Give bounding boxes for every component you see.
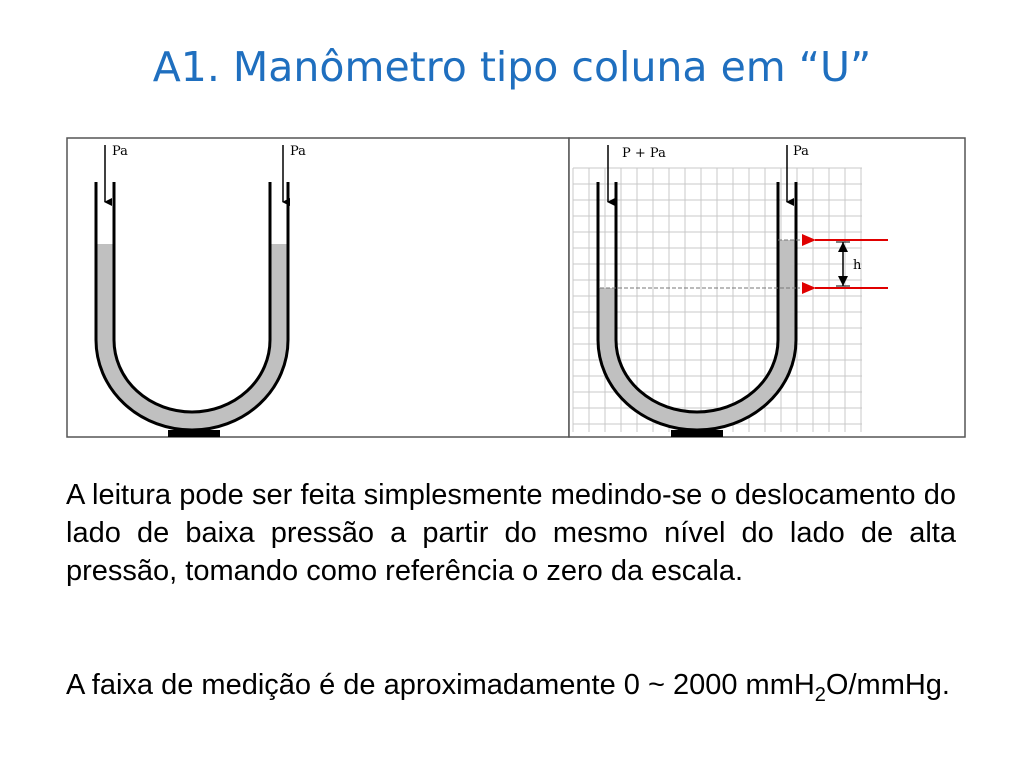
range-text-suffix: O/mmHg. [825,669,950,701]
left-tube-base [168,430,220,437]
range-text-prefix: A faixa de medição é de aproximadamente 0 ~ 2000 mmH [66,669,815,701]
right-label-pa: Pa [793,144,809,159]
slide-title: A1. Manômetro tipo coluna em “U” [152,43,872,91]
measurement-range [66,666,980,714]
height-label: h [853,258,862,273]
left-panel [67,138,569,437]
reading-description: A leitura pode ser feita simplesmente medindo-se o deslocamento do lado de baixa pressão a partir do mesmo nível do lado de alta pressão, tomando como referência o zero da escala. [66,479,956,587]
right-tube-base [671,430,723,437]
range-subscript: 2 [814,683,826,706]
left-panel-border [67,138,569,437]
left-label-pa-1: Pa [112,144,128,159]
left-label-pa-2: Pa [290,144,306,159]
right-panel [569,138,965,437]
right-label-p-plus-pa: P + Pa [622,146,666,161]
